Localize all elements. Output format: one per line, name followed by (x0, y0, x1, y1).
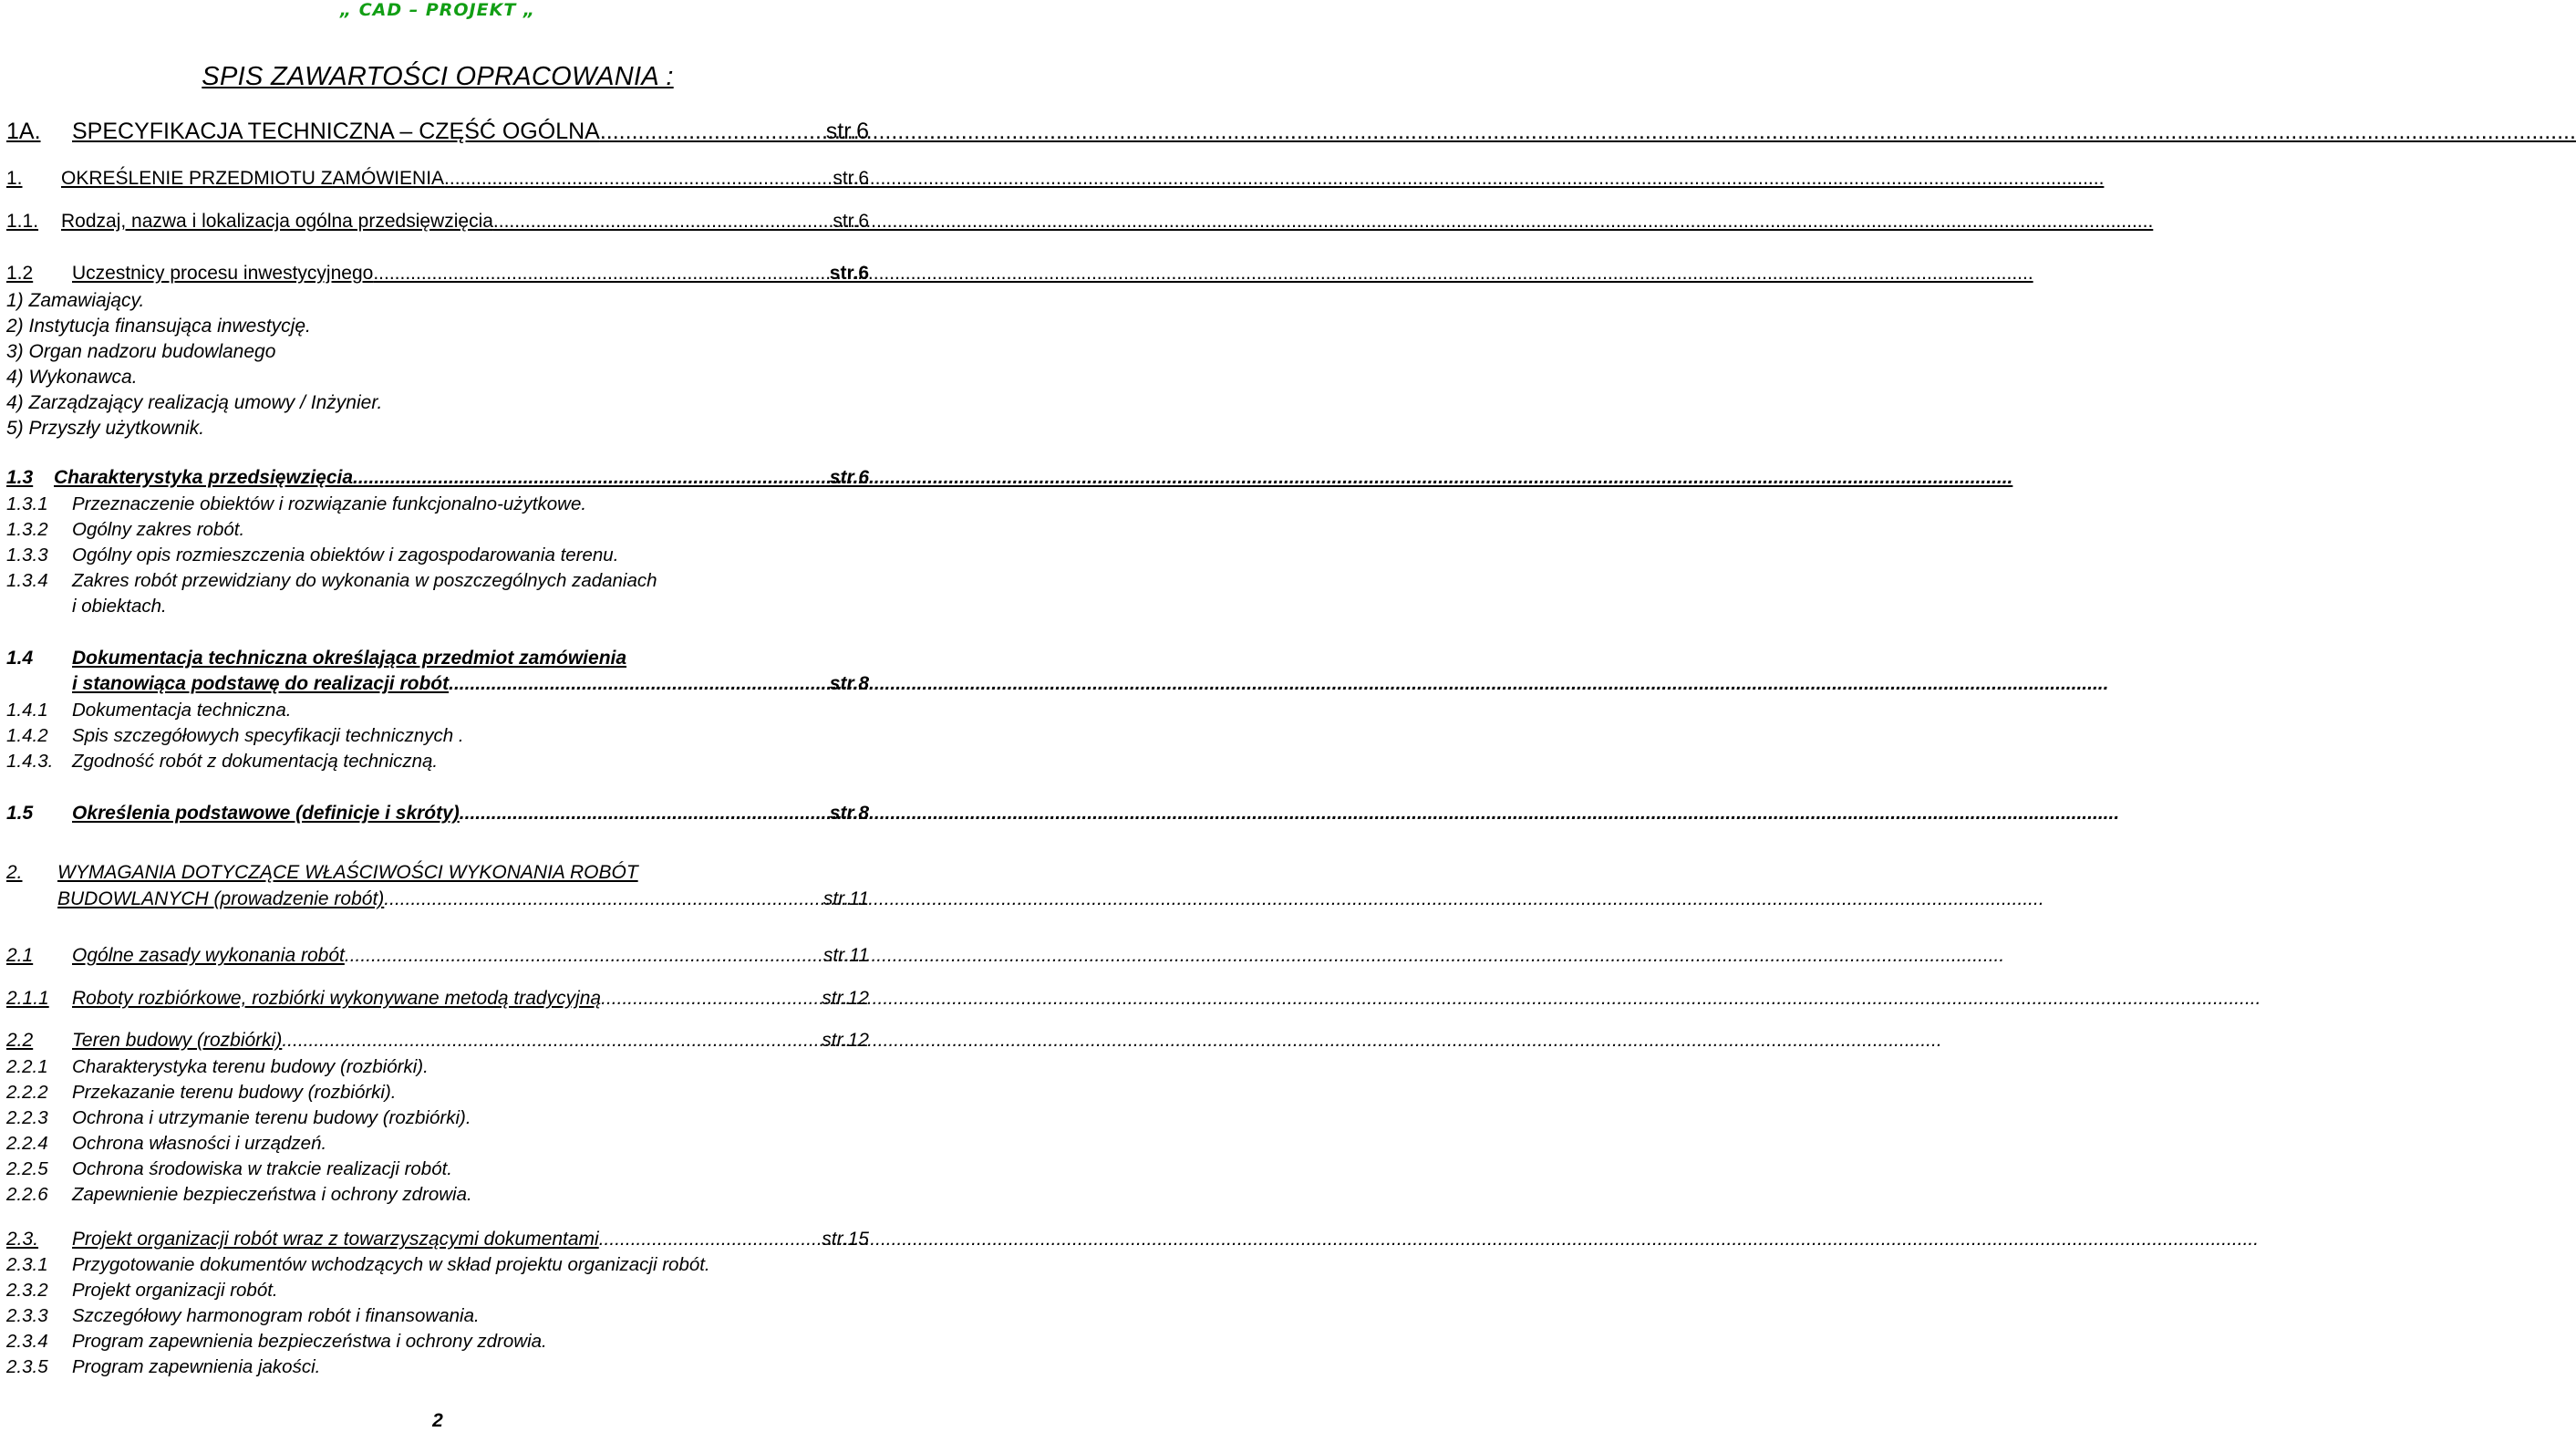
toc-number: 1.3.2 (6, 519, 48, 540)
page-number: 2 (432, 1410, 443, 1431)
toc-leader (345, 945, 823, 967)
toc-title: Program zapewnienia bezpieczeństwa i ochrony zdrowia. (72, 1331, 547, 1352)
toc-number: 1.5 (6, 803, 34, 824)
toc-title: Ochrona środowiska w trakcie realizacji robót. (72, 1158, 452, 1179)
toc-title: Charakterystyka przedsięwzięcia (54, 467, 354, 488)
toc-entry-1-3-4[interactable] (6, 570, 869, 592)
toc-number: 1.3.1 (6, 493, 48, 514)
toc-number: 1A. (6, 119, 41, 144)
toc-entry-1a[interactable] (6, 119, 869, 145)
toc-number: 2. (6, 862, 23, 883)
toc-leader (353, 467, 830, 489)
toc-number: 2.2.2 (6, 1082, 48, 1103)
toc-title: Ochrona własności i urządzeń. (72, 1133, 327, 1154)
toc-number: 1.1. (6, 211, 39, 232)
toc-entry-continuation: i obiektach. (72, 596, 167, 617)
list-item: 4) Wykonawca. (6, 367, 138, 388)
toc-leader (601, 988, 822, 1010)
toc-number: 2.3.4 (6, 1331, 48, 1352)
toc-number: 1.4.2 (6, 725, 48, 746)
toc-title: Szczegółowy harmonogram robót i finansowania. (72, 1305, 480, 1326)
toc-page: str.6 (833, 211, 869, 232)
toc-title: Zapewnienie bezpieczeństwa i ochrony zdrowia. (72, 1184, 472, 1205)
toc-page: str.6 (825, 119, 869, 144)
toc-entry-1-3-1[interactable] (6, 493, 869, 515)
toc-leader (460, 803, 830, 825)
toc-leader (600, 119, 826, 145)
toc-title: Uczestnicy procesu inwestycyjnego (72, 263, 374, 284)
toc-title: Ogólny zakres robót. (72, 519, 245, 540)
toc-title: Dokumentacja techniczna określająca przedmiot zamówienia (72, 648, 627, 669)
toc-title: i stanowiąca podstawę do realizacji robót (72, 673, 450, 694)
toc-title: Zgodność robót z dokumentacją techniczną. (72, 751, 439, 772)
toc-entry-2-3-4[interactable] (6, 1331, 869, 1353)
toc-number: 2.2.6 (6, 1184, 48, 1205)
toc-entry-2-2-6[interactable] (6, 1184, 869, 1206)
toc-number: 1.4.3. (6, 751, 54, 772)
toc-title: Spis szczegółowych specyfikacji technicznych . (72, 725, 464, 746)
toc-entry-2-continued[interactable] (6, 888, 869, 910)
toc-number: 1.3.4 (6, 570, 48, 591)
toc-title: Projekt organizacji robót wraz z towarzyszącymi dokumentami (72, 1229, 599, 1250)
toc-title: Charakterystyka terenu budowy (rozbiórki). (72, 1056, 429, 1077)
toc-leader (384, 888, 823, 910)
toc-page: str.6 (829, 467, 869, 488)
toc-title: WYMAGANIA DOTYCZĄCE WŁAŚCIWOŚCI WYKONANIA ROBÓT (57, 862, 638, 883)
toc-entry-2-3[interactable] (6, 1229, 869, 1250)
toc-title: Program zapewnienia jakości. (72, 1356, 321, 1377)
toc-title: Dokumentacja techniczna. (72, 700, 292, 721)
toc-number: 1. (6, 168, 23, 189)
toc-entry-2-3-2[interactable] (6, 1280, 869, 1302)
toc-entry-2-3-1[interactable] (6, 1254, 869, 1276)
toc-page: str.11 (822, 945, 869, 966)
company-header: „ CAD – PROJEKT „ (339, 0, 536, 20)
toc-number: 1.2 (6, 263, 34, 284)
toc-leader (282, 1030, 822, 1052)
toc-entry-2-2-5[interactable] (6, 1158, 869, 1180)
toc-title: Rodzaj, nazwa i lokalizacja ogólna przedsięwzięcia (61, 211, 493, 232)
toc-page: str.15 (822, 1229, 869, 1250)
toc-leader (373, 263, 829, 285)
toc-number: 2.2.5 (6, 1158, 48, 1179)
toc-number: 2.3.5 (6, 1356, 48, 1377)
toc-title: Ogólne zasady wykonania robót (72, 945, 345, 966)
toc-entry-1-3-3[interactable] (6, 545, 869, 566)
toc-entry-1-4-3[interactable] (6, 751, 869, 773)
toc-entry-1-4-continued[interactable] (6, 673, 869, 695)
toc-leader (493, 211, 833, 233)
toc-entry-2-2-3[interactable] (6, 1107, 869, 1129)
toc-number: 2.2.3 (6, 1107, 48, 1128)
toc-page: str.8 (829, 673, 869, 694)
toc-entry-2-2-2[interactable] (6, 1082, 869, 1104)
toc-number: 1.4.1 (6, 700, 48, 721)
toc-entry-1-3[interactable] (6, 467, 869, 489)
toc-title: Teren budowy (rozbiórki) (72, 1030, 283, 1051)
toc-entry-2-3-5[interactable] (6, 1356, 869, 1378)
list-item: 5) Przyszły użytkownik. (6, 418, 205, 439)
toc-number: 2.1 (6, 945, 34, 966)
toc-entry-1-4-1[interactable] (6, 700, 869, 721)
toc-number: 1.3 (6, 467, 34, 488)
list-item: 2) Instytucja finansująca inwestycję. (6, 316, 311, 337)
toc-page: str.8 (829, 803, 869, 824)
toc-title: Zakres robót przewidziany do wykonania w poszczególnych zadaniach (72, 570, 657, 591)
list-item: 4) Zarządzający realizacją umowy / Inżynier. (6, 392, 383, 413)
toc-number: 2.2 (6, 1030, 34, 1051)
toc-title: Projekt organizacji robót. (72, 1280, 278, 1301)
toc-title: Przekazanie terenu budowy (rozbiórki). (72, 1082, 397, 1103)
toc-title: Przygotowanie dokumentów wchodzących w skład projektu organizacji robót. (72, 1254, 710, 1275)
toc-page: str.12 (822, 988, 869, 1009)
list-item: 1) Zamawiający. (6, 290, 145, 311)
toc-number: 2.3.3 (6, 1305, 48, 1326)
toc-entry-2-3-3[interactable] (6, 1305, 869, 1327)
toc-number: 1.4 (6, 648, 34, 669)
toc-title: Przeznaczenie obiektów i rozwiązanie funkcjonalno-użytkowe. (72, 493, 587, 514)
toc-entry-1-5[interactable] (6, 803, 869, 825)
toc-leader (449, 673, 830, 695)
toc-leader (444, 168, 833, 190)
toc-entry-1[interactable] (6, 168, 869, 190)
toc-title: BUDOWLANYCH (prowadzenie robót) (57, 888, 385, 909)
toc-title: Roboty rozbiórkowe, rozbiórki wykonywane metodą tradycyjną (72, 988, 602, 1009)
toc-number: 2.3.2 (6, 1280, 48, 1301)
toc-title: Określenia podstawowe (definicje i skróty) (72, 803, 460, 824)
toc-entry-2-1[interactable] (6, 945, 869, 967)
page-title: SPIS ZAWARTOŚCI OPRACOWANIA : (202, 62, 674, 91)
toc-page: str.11 (822, 888, 869, 909)
toc-number: 2.1.1 (6, 988, 49, 1009)
toc-entry-2[interactable] (6, 862, 869, 884)
toc-page: str.12 (822, 1030, 869, 1051)
toc-entry-1-2[interactable] (6, 263, 869, 285)
toc-entry-1-1[interactable] (6, 211, 869, 233)
toc-page: str.6 (833, 168, 869, 189)
toc-entry-1-4-2[interactable] (6, 725, 869, 747)
toc-entry-2-2-1[interactable] (6, 1056, 869, 1078)
toc-number: 2.2.4 (6, 1133, 48, 1154)
toc-number: 2.3. (6, 1229, 39, 1250)
toc-title: Ogólny opis rozmieszczenia obiektów i zagospodarowania terenu. (72, 545, 619, 566)
toc-entry-2-2[interactable] (6, 1030, 869, 1052)
toc-page: str.6 (829, 263, 869, 284)
toc-leader (599, 1229, 822, 1250)
toc-title: OKREŚLENIE PRZEDMIOTU ZAMÓWIENIA (61, 168, 445, 189)
list-item: 3) Organ nadzoru budowlanego (6, 341, 276, 362)
toc-title: Ochrona i utrzymanie terenu budowy (rozbiórki). (72, 1107, 471, 1128)
toc-title: SPECYFIKACJA TECHNICZNA – CZĘŚĆ OGÓLNA (72, 119, 600, 144)
toc-entry-1-3-2[interactable] (6, 519, 869, 541)
toc-entry-2-2-4[interactable] (6, 1133, 869, 1155)
toc-number: 2.3.1 (6, 1254, 48, 1275)
toc-number: 1.3.3 (6, 545, 48, 566)
toc-number: 2.2.1 (6, 1056, 48, 1077)
toc-entry-1-4[interactable] (6, 648, 869, 669)
toc-entry-2-1-1[interactable] (6, 988, 869, 1010)
